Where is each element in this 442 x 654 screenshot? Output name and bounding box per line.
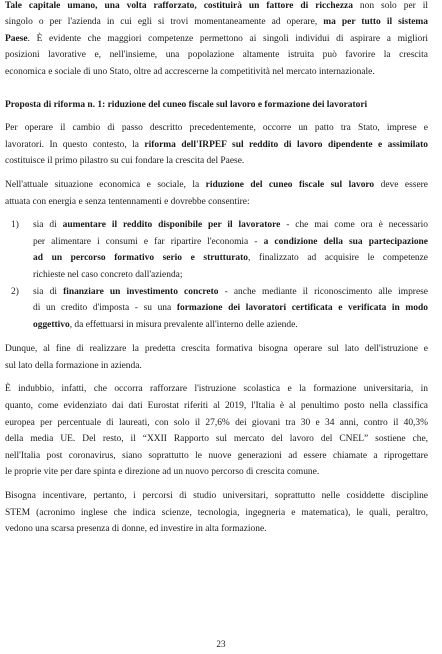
text-line: STEM (acronimo inglese che indica scienze, tecnologia, ingegneria e matematica), le quali, peraltro, <box>5 508 428 518</box>
bold-text: Tale capitale umano, una volta rafforzato, costituirà un fattore di ricchezza <box>5 1 353 11</box>
text-line: attuata con energia e senza tentennamenti e dovrebbe consentire: <box>5 197 250 207</box>
text-line: vedono una scarsa presenza di donne, ed investire in alta formazione. <box>5 524 267 534</box>
text-line: della media UE. Del resto, il “XXII Rapporto sul mercato del lavoro del CNEL” sostiene che, <box>5 434 428 444</box>
text-line: È indubbio, infatti, che occorra rafforzare l'istruzione scolastica e la formazione universitaria, in <box>5 384 428 394</box>
text-line <box>33 236 428 248</box>
bold-text: a condizione della sua partecipazione <box>263 237 428 247</box>
text-line: sul lato della formazione in azienda. <box>5 361 142 371</box>
text-line <box>5 179 428 191</box>
text-line: quanto, come evidenziato dai dati Eurostat riferiti al 2019, l'Italia è al penultimo posto nella classifica <box>5 401 428 411</box>
bold-text: ma per tutto il sistema <box>323 17 428 27</box>
bold-text: formazione dei lavoratori certificata e verificata in modo <box>176 303 428 313</box>
text-span: - anche mediante il riconoscimento alle imprese <box>218 287 428 297</box>
text-line: nell'Italia post coronavirus, siano soprattutto le nuove generazioni ad essere chiamate a riprogettare <box>5 451 428 461</box>
text-line <box>33 252 428 264</box>
text-span: sia di <box>33 220 63 230</box>
text-span: , da effettuarsi in misura prevalente all'interno delle aziende. <box>69 320 298 330</box>
text-line: Dunque, al fine di realizzare la predetta crescita formativa bisogna operare sul lato dell'istruzione e <box>5 344 428 354</box>
text-line <box>33 302 428 314</box>
page-number: 23 <box>216 639 226 649</box>
text-line: Per operare il cambio di passo descritto precedentemente, occorre un patto tra Stato, imprese e <box>5 123 428 133</box>
bold-text: Paese <box>5 34 28 44</box>
text-line: posizioni lavorative e, nell'insieme, una popolazione altamente istruita può favorire la crescita <box>5 50 428 60</box>
text-line <box>33 286 428 298</box>
text-line: le proprie vite per dare spinta e direzione ad un nuovo percorso di crescita comune. <box>5 467 320 477</box>
text-line <box>5 139 428 151</box>
text-line <box>33 319 298 331</box>
text-line: costituisce il primo pilastro su cui fondare la crescita del Paese. <box>5 156 245 166</box>
list-number: 1) <box>11 220 19 230</box>
bold-text: riforma dell'IRPEF sul reddito di lavoro dipendente e assimilato <box>144 140 428 150</box>
list-number: 2) <box>11 287 19 297</box>
text-line: europea per percentuale di laureati, con solo il 27,6% dei giovani tra 30 e 34 anni, contro il 40,3% <box>5 418 428 428</box>
text-line <box>5 33 428 45</box>
bold-text: finanziare un investimento concreto <box>63 287 219 297</box>
text-span: sia di <box>33 287 64 297</box>
text-span: Nell'attuale situazione economica e sociale, la <box>5 180 206 190</box>
bold-text: riduzione del cuneo fiscale sul lavoro <box>205 180 375 190</box>
text-span: - che mai come ora è necessario <box>280 220 428 230</box>
text-span: . È evidente che maggiori competenze permettono ai singoli individui di aspirare a migliori <box>27 34 428 44</box>
text-span: singolo o per l'azienda in cui egli si trovi momentaneamente ad operare, <box>5 17 324 27</box>
text-line: richieste nel caso concreto dall'azienda; <box>33 270 183 280</box>
text-line: Bisogna incentivare, pertanto, i percorsi di studio universitari, soprattutto nelle cosiddette discipline <box>5 491 428 501</box>
bold-text: ad un percorso formativo serio e strutturato <box>33 253 248 263</box>
text-span: deve essere <box>374 180 428 190</box>
text-span: non solo per il <box>352 1 428 11</box>
bold-text: oggettivo <box>33 320 70 330</box>
bold-text: aumentare il reddito disponibile per il lavoratore <box>62 220 281 230</box>
text-span: lavoratori. In questo contesto, la <box>5 140 145 150</box>
text-line <box>5 0 428 12</box>
text-line <box>5 16 428 28</box>
text-span: di un credito d'imposta - su una <box>33 303 177 313</box>
text-line <box>33 219 428 231</box>
text-span: per alimentare i consumi e far ripartire l'economia - <box>33 237 264 247</box>
text-line: economica e sociale di uno Stato, oltre ad accrescerne la competitività nel mercato internazionale. <box>5 67 375 77</box>
section-heading: Proposta di riforma n. 1: riduzione del cuneo fiscale sul lavoro e formazione dei lavoratori <box>5 100 368 110</box>
text-span: , finalizzato ad acquisire le competenze <box>247 253 428 263</box>
